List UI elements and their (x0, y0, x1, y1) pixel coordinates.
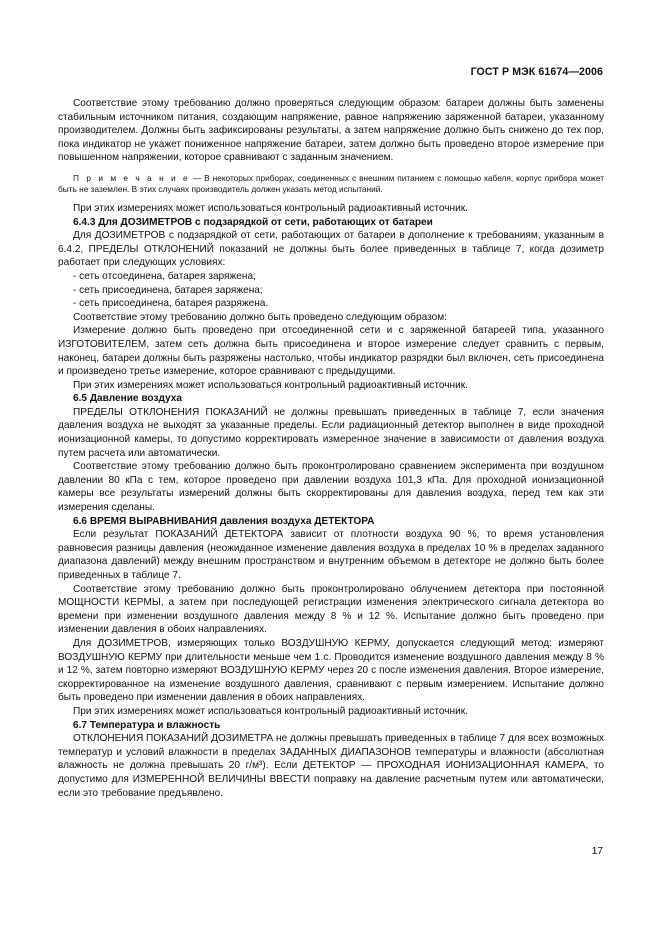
paragraph: Соответствие этому требованию должно быть проконтролировано облучением детектора при постоянной МОЩНОСТИ КЕРМЫ, а затем при последующей регистрации изменения электрического сигнала детектора во времени при изменении воздушного давления между 8 % и 12 %. Испытание должно быть проведено при изменении давления в обоих направлениях. (58, 583, 604, 636)
note-text: — В некоторых приборах, соединенных с внешним питанием с помощью кабеля, корпус прибора может быть не заземлен. В этих случаях производитель должен указать метод испытаний. (58, 172, 604, 194)
paragraph: При этих измерениях может использоваться контрольный радиоактивный источник. (73, 202, 468, 214)
document-body (58, 97, 604, 800)
paragraph: Для ДОЗИМЕТРОВ с подзарядкой от сети, работающих от батареи в дополнение к требованиям, указанным в 6.4.2, ПРЕДЕЛЫ ОТКЛОНЕНИЙ показаний не должны быть более приведенных в таблице 7, когда дозиметр работает при следующих условиях: (58, 230, 604, 269)
note (58, 173, 604, 195)
paragraph: Соответствие этому требованию должно быть проконтролировано сравнением эксперимента при воздушном давлении 80 кПа с тем, которое проведено при давлении воздуха 101,3 кПа. Для проходной ионизационной камеры все результаты измерений должны быть скорректированы для давления воздуха, перед тем как эти измерения сделаны. (58, 461, 604, 514)
paragraph: Соответствие этому требованию должно проверяться следующим образом: батареи должны быть заменены стабильным источником питания, создающим напряжение, равное напряжению заряженной батареи, указанному производителем. Должны быть зафиксированы результаты, а затем напряжение должно быть снижено до тех пор, пока индикатор не укажет пониженное напряжение батареи, затем должно быть проведено второе измерение при повышенном напряжении, которое сравнивают с заданным значением. (58, 98, 604, 164)
paragraph: При этих измерениях может использоваться контрольный радиоактивный источник. (73, 705, 468, 717)
section-heading-6-5: 6.5 Давление воздуха (73, 393, 182, 405)
paragraph: Соответствие этому требованию должно быть проведено следующим образом: (73, 311, 447, 323)
page-header: ГОСТ Р МЭК 61674—2006 (470, 66, 603, 78)
section-heading-6-7: 6.7 Температура и влажность (73, 719, 221, 731)
paragraph: ПРЕДЕЛЫ ОТКЛОНЕНИЯ ПОКАЗАНИЙ не должны превышать приведенных в таблице 7, если значения давления воздуха не выходят за указанные пределы. Если радиационный детектор выполнен в виде проходной ионизационной камеры, то допустимо корректировать измеренное значение в зависимости от давления воздуха путем расчета или автоматически. (58, 406, 604, 459)
paragraph: При этих измерениях может использоваться контрольный радиоактивный источник. (73, 379, 468, 391)
paragraph: ОТКЛОНЕНИЯ ПОКАЗАНИЙ ДОЗИМЕТРА не должны превышать приведенных в таблице 7 для всех возможных температур и условий влажности в пределах ЗАДАННЫХ ДИАПАЗОНОВ температуры и влажности (абсолютная влажность не должна превышать 20 г/м³). Если ДЕТЕКТОР — ПРОХОДНАЯ ИОНИЗАЦИОННАЯ КАМЕРА, то допустимо для ИЗМЕРЕННОЙ ВЕЛИЧИНЫ ВВЕСТИ поправку на давление расчетным путем или автоматически, если это требование предъявлено. (58, 733, 604, 799)
section-heading-6-6: 6.6 ВРЕМЯ ВЫРАВНИВАНИЯ давления воздуха ДЕТЕКТОРА (73, 515, 375, 527)
paragraph: Для ДОЗИМЕТРОВ, измеряющих только ВОЗДУШНУЮ КЕРМУ, допускается следующий метод: измеряют ВОЗДУШНУЮ КЕРМУ при длительности меньше чем 1 с. Проводится изменение воздушного давления между 8 % и 12 %, затем повторно измеряют ВОЗДУШНУЮ КЕРМУ через 20 с после изменения давления. Второе измерение, скорректированное на изменение воздушного давления, сравнивают с первым измерением. Испытание должно быть проведено при изменении давления в обоих направлениях. (58, 637, 604, 704)
list-item: - сеть присоединена, батарея заряжена; (73, 284, 263, 296)
paragraph: Если результат ПОКАЗАНИЙ ДЕТЕКТОРА зависит от плотности воздуха 90 %, то время установления равновесия разницы давления (неожиданное изменение давления воздуха в пределах 10 % в пределах заданного диапазона давлений) между внешним пространством и внутренним объемом в детекторе не должно быть более приведенных в таблице 7. (58, 529, 604, 581)
list-item: - сеть присоединена, батарея разряжена. (73, 298, 269, 310)
note-label: П р и м е ч а н и е (73, 172, 190, 183)
section-heading-6-4-3: 6.4.3 Для ДОЗИМЕТРОВ с подзарядкой от сети, работающих от батареи (73, 216, 433, 228)
page-number: 17 (591, 846, 603, 857)
list-item: - сеть отсоединена, батарея заряжена; (73, 270, 256, 282)
paragraph: Измерение должно быть проведено при отсоединенной сети и с заряженной батареей типа, указанного ИЗГОТОВИТЕЛЕМ, затем сеть должна быть присоединена и второе измерение следует сравнить с первым, наконец, батареи должны быть разряжены настолько, чтобы индикатор разрядки был включен, сеть присоединена и произведено третье измерение, которое сравнивают с предыдущими. (58, 325, 604, 378)
